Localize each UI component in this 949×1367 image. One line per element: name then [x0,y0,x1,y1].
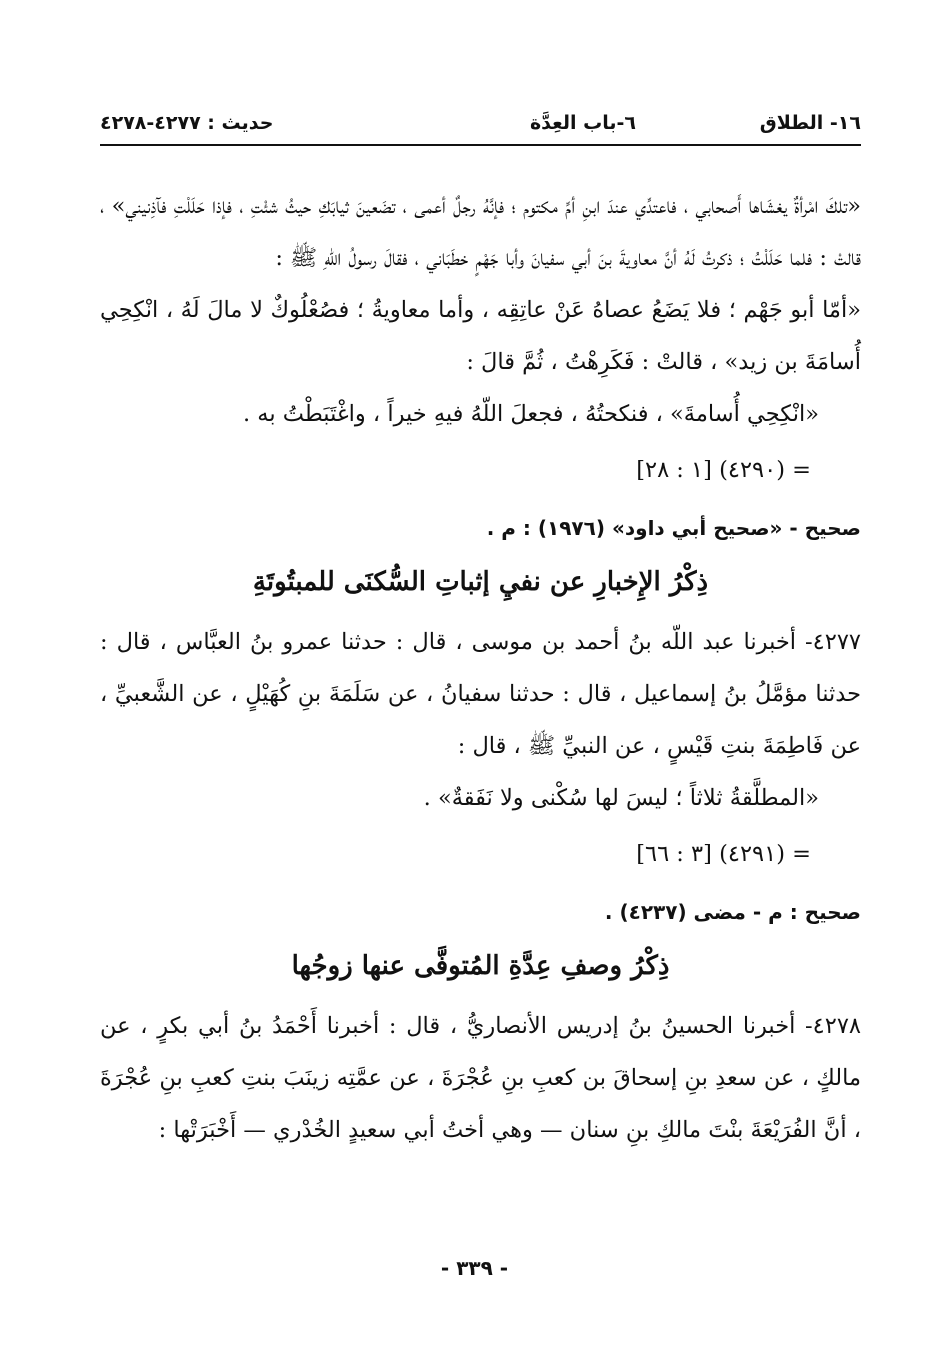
paragraph-hadith-text-1: «تلكَ امْرأةٌ يغشَاها أَصحابي ، فاعتدِّي عندَ ابنِ أمِّ مكتوم ؛ فإنَّهُ رجلٌ أعمى ، تضَعينَ ثيابَكِ حيثُ شئْتِ ، فإذا حَلَلْتِ فآذِنيني» ، قالتْ : فلما حَلَلْتُ ؛ ذكرتُ لَهُ أنَّ معاويةَ بنَ أبي سفيانَ وأبا جَهْمٍ خطَبَاني ، فقالَ رسولُ اللّهِ ﷺ : [100,193,861,271]
chapter-title: ٦-باب العِدَّة [529,112,636,134]
page-body [100,180,861,1156]
grading-verdict-2: صحيح : م - مضى (٤٢٣٧) . [604,900,861,924]
hadith-4277-matn: «المطلَّقةُ ثلاثاً ؛ ليسَ لها سُكْنى ولا نَفَقةٌ» . [423,785,819,811]
header-divider [100,144,861,146]
book-title: ١٦- الطلاق [759,112,861,134]
paragraph-hadith-text-3: «انْكِحِي أُسامةَ» ، فنكحتُهُ ، فجعلَ اللّهُ فيهِ خيراً ، واغْتَبَطْتُ به . [242,401,819,427]
cross-reference-2: = (٤٢٩١) [٣ : ٦٦] [636,841,811,867]
section-heading-2: ذِكْرُ وصفِ عِدَّةِ المُتوفَّى عنها زوجُها [291,951,670,981]
hadith-4277-isnad: ٤٢٧٧- أخبرنا عبد اللّه بنُ أحمد بن موسى ، قال : حدثنا عمرو بنُ العبَّاس ، قال : حدثنا مؤمَّلُ بنُ إسماعيل ، قال : حدثنا سفيانُ ، عن سَلَمَةَ بنِ كُهَيْلٍ ، عن الشَّعبيِّ ، عن فَاطِمَةَ بنتِ قَيْسٍ ، عن النبيِّ ﷺ ، قال : [100,629,861,759]
hadith-range: حديث : ٤٢٧٧-٤٢٧٨ [100,112,274,134]
paragraph-hadith-text-2: «أمّا أبو جَهْم ؛ فلا يَضَعُ عصاهُ عَنْ عاتِقِه ، وأما معاويةُ ؛ فصُعْلُوكٌ لا مالَ لَهُ ، انْكِحِي أُسامَةَ بن زيد» ، قالتْ : فَكَرِهْتُ ، ثُمَّ قالَ : [100,297,861,375]
section-heading-1: ذِكْرُ الإِخبارِ عن نفيِ إثباتِ السُّكنَى للمبتُوتَةِ [252,567,709,597]
cross-reference-1: = (٤٢٩٠) [١ : ٢٨] [636,457,811,483]
grading-verdict-1: صحيح - «صحيح أبي داود» (١٩٧٦) : م . [486,516,861,540]
hadith-4278-isnad: ٤٢٧٨- أخبرنا الحسينُ بنُ إدريس الأنصاريُّ ، قال : أخبرنا أَحْمَدُ بنُ أبي بكرٍ ، عن مالكٍ ، عن سعدِ بنِ إسحاقَ بن كعبِ بنِ عُجْرَةَ ، عن عمَّتِه زينَبَ بنتِ كعبِ بنِ عُجْرَةَ ، أنَّ الفُرَيْعَةَ بنْتَ مالكِ بنِ سنان — وهي أختُ أبي سعيدٍ الخُدْري — أَخْبَرَتْها : [100,1013,861,1143]
running-header [100,104,861,144]
page-number: - ٣٣٩ - [440,1256,509,1280]
